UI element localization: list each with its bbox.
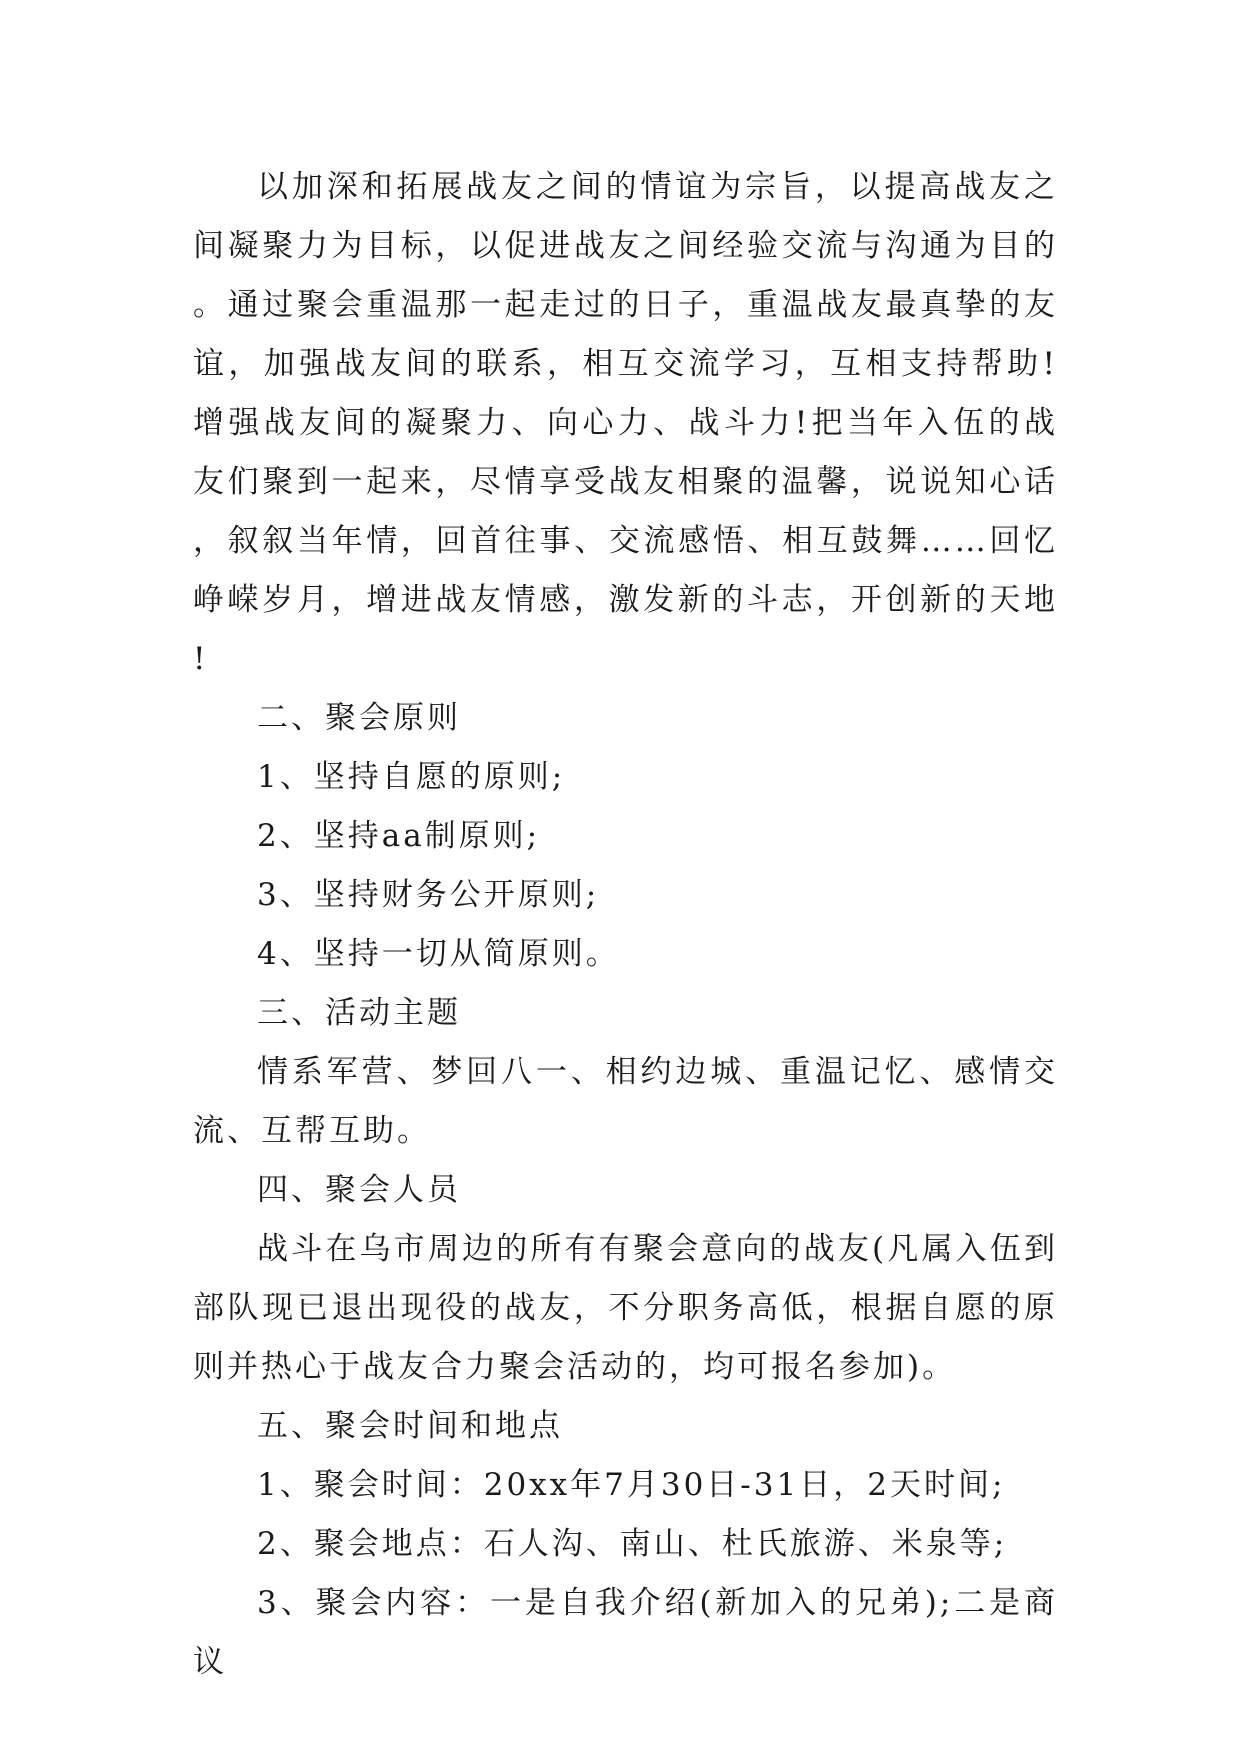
time-place-item-3: 3、聚会内容：一是自我介绍(新加入的兄弟);二是商议: [193, 1585, 1058, 1680]
document-body: [193, 158, 1058, 1692]
time-place-item-1: 1、聚会时间：20xx年7月30日-31日，2天时间;: [257, 1467, 1006, 1503]
principle-item-2: 2、坚持aa制原则;: [257, 818, 541, 854]
principle-item-1: 1、坚持自愿的原则;: [257, 759, 566, 795]
time-place-item-2: 2、聚会地点：石人沟、南山、杜氏旅游、米泉等;: [257, 1526, 1008, 1562]
paragraph-participants: 战斗在乌市周边的所有有聚会意向的战友(凡属入伍到部队现已退出现役的战友，不分职务高低，根据自愿的原则并热心于战友合力聚会活动的，均可报名参加)。: [193, 1231, 1058, 1385]
heading-principles: 二、聚会原则: [257, 700, 461, 736]
heading-theme: 三、活动主题: [257, 995, 461, 1031]
paragraph-purpose: 以加深和拓展战友之间的情谊为宗旨，以提高战友之间凝聚力为目标，以促进战友之间经验交流与沟通为目的。通过聚会重温那一起走过的日子，重温战友最真挚的友谊，加强战友间的联系，相互交流学习，互相支持帮助!增强战友间的凝聚力、向心力、战斗力!把当年入伍的战友们聚到一起来，尽情享受战友相聚的温馨，说说知心话，叙叙当年情，回首往事、交流感悟、相互鼓舞……回忆峥嵘岁月，增进战友情感，激发新的斗志，开创新的天地!: [193, 169, 1058, 677]
principle-item-4: 4、坚持一切从简原则。: [257, 936, 620, 972]
heading-time-place: 五、聚会时间和地点: [257, 1408, 563, 1444]
heading-participants: 四、聚会人员: [257, 1172, 461, 1208]
paragraph-theme: 情系军营、梦回八一、相约边城、重温记忆、感情交流、互帮互助。: [193, 1054, 1058, 1149]
principle-item-3: 3、坚持财务公开原则;: [257, 877, 600, 913]
